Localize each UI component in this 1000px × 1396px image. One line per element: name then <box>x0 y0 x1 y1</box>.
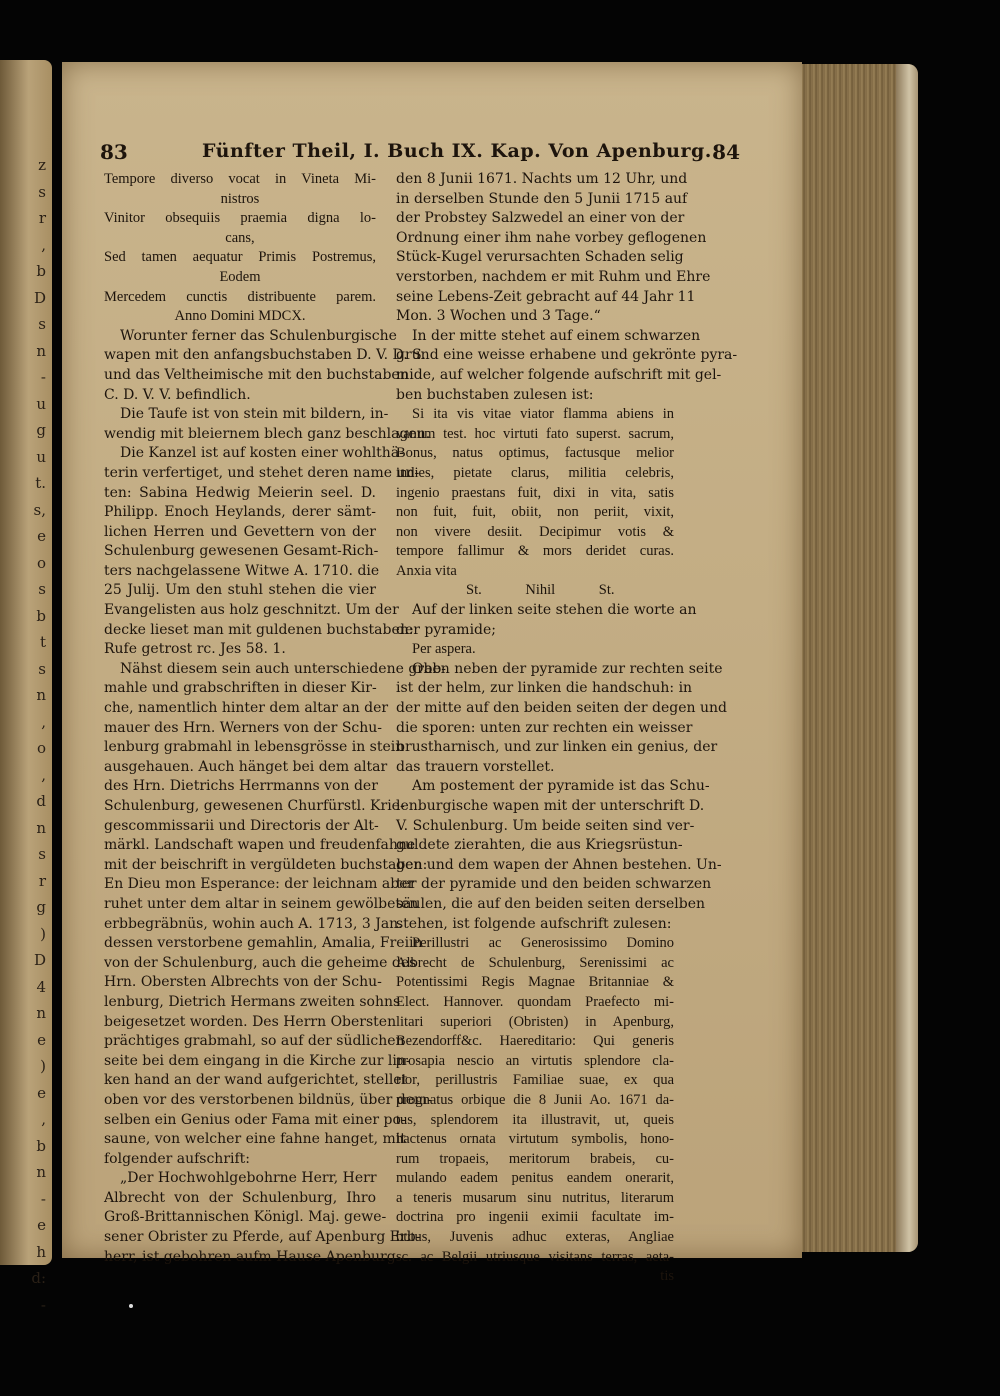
text-line: Perillustri ac Generosissimo Domino <box>412 935 674 952</box>
text-line: Schulenburg, gewesenen Churfürstl. Krie- <box>104 798 405 814</box>
text-line: Oben neben der pyramide zur rechten seite <box>412 660 723 677</box>
text-line: V. Schulenburg. Um beide seiten sind ver- <box>396 817 695 834</box>
text-line: vanum test. hoc virtuti fato superst. sacrum, <box>396 425 674 442</box>
previous-page-fragment: ) <box>40 1057 46 1075</box>
text-line: Nähst diesem sein auch unterschiedene grab- <box>120 660 447 677</box>
text-line: Albrecht von der Schulenburg, Ihro <box>104 1189 376 1206</box>
previous-page-fragment: r <box>38 209 46 227</box>
text-line: Schulenburg gewesenen Gesamt-Rich- <box>104 543 379 560</box>
previous-page-fragment: t. <box>35 474 46 492</box>
text-line: tus, splendorem ita illustravit, ut, queis <box>396 1111 674 1128</box>
text-line: märkl. Landschaft wapen und freudenfahne <box>104 837 416 854</box>
text-line: saune, von welcher eine fahne hanget, mit <box>104 1131 406 1148</box>
previous-page-fragment: b <box>36 606 46 625</box>
text-line: non fuit, fuit, obiit, non periit, vixit, <box>396 504 674 521</box>
text-line: Anno Domini MDCX. <box>174 308 306 325</box>
text-line: von der Schulenburg, auch die geheime des <box>104 954 417 971</box>
text-line: Auf der linken seite stehen die worte an <box>412 602 697 619</box>
text-line: mulando eadem penitus eandem onerarit, <box>396 1170 674 1187</box>
text-line: ken hand an der wand aufgerichtet, stellet <box>104 1072 408 1089</box>
text-line: Worunter ferner das Schulenburgische <box>120 327 397 344</box>
previous-page-fragment: s <box>38 315 46 333</box>
text-line: Tempore diverso vocat in Vineta Mi- <box>104 171 376 187</box>
text-line: butus, Juvenis adhuc exteras, Angliae <box>396 1229 674 1246</box>
text-line: C. D. V. V. befindlich. <box>104 386 251 403</box>
text-line: Si ita vis vitae viator flamma abiens in <box>412 406 674 423</box>
text-line: ausgehauen. Auch hänget bei dem altar <box>104 758 388 775</box>
text-line: wendig mit bleiernem blech ganz beschlagen. <box>104 425 431 442</box>
text-line: der mitte auf den beiden seiten der degen und <box>396 700 727 717</box>
text-line: ben buchstaben zulesen ist: <box>396 386 594 403</box>
text-line: Am postement der pyramide ist das Schu- <box>412 778 710 795</box>
text-line: Per aspera. <box>412 641 476 658</box>
text-line: stehen, ist folgende aufschrift zulesen: <box>396 915 672 932</box>
text-line: mit der beischrift in vergüldeten buchstaben: <box>104 856 428 873</box>
text-line: Ordnung einer ihm nahe vorbey geflogenen <box>396 229 707 246</box>
text-line: cans, <box>225 229 255 246</box>
text-line: doctrina pro ingenii eximii facultate im- <box>396 1209 674 1226</box>
text-line: brustharnisch, und zur linken ein genius, der <box>396 739 718 756</box>
text-line: herr, ist gebohren aufm Hause Apenburg <box>104 1248 396 1265</box>
text-line: prosapia nescio an virtutis splendore cla- <box>396 1052 674 1069</box>
text-line: der Probstey Salzwedel an einer von der <box>396 210 685 227</box>
text-line: guldete zierahten, die aus Kriegsrüstun- <box>396 837 683 854</box>
text-line: indies, pietate clarus, militia celebris, <box>396 464 674 481</box>
text-line: tempore fallimur & mors deridet curas. <box>396 543 674 560</box>
text-line: Mercedem cunctis distribuente parem. <box>104 288 376 305</box>
previous-page-fragment: s <box>38 182 46 201</box>
previous-page-fragment: - <box>40 1295 46 1314</box>
previous-page-fragment: g <box>36 898 46 916</box>
text-line: prächtiges grabmahl, so auf der südlichen <box>104 1033 405 1050</box>
text-line: Potentissimi Regis Magnae Britanniae & <box>396 974 674 991</box>
previous-page-fragment: d <box>36 792 46 810</box>
previous-page-fragment: , <box>41 235 46 254</box>
previous-page-fragment: u <box>36 394 46 413</box>
text-line: den 8 Junii 1671. Nachts um 12 Uhr, und <box>396 171 688 187</box>
text-line: ters nachgelassene Witwe A. 1710. die <box>104 562 380 579</box>
previous-page-fragment: b <box>36 262 46 280</box>
text-line: ingenio praestans fuit, dixi in vita, satis <box>396 484 674 501</box>
previous-page-fragment: s <box>38 580 46 598</box>
text-line: gescommissarii und Directoris der Alt- <box>104 817 379 834</box>
previous-page-fragment: d: <box>31 1269 46 1287</box>
text-line: das trauern vorstellet. <box>396 758 555 775</box>
text-line: 25 Julij. Um den stuhl stehen die vier <box>104 582 376 599</box>
text-line: sc. ac Belgii utriusque visitans terras, aeta- <box>396 1248 674 1265</box>
text-line: Elect. Hannover. quondam Praefecto mi- <box>396 993 674 1010</box>
text-line: tis <box>660 1268 674 1285</box>
previous-page-fragment: n <box>36 1163 46 1181</box>
left-page-number: 83 <box>100 140 128 164</box>
text-line: mauer des Hrn. Werners von der Schu- <box>104 719 383 736</box>
previous-page-fragment: , <box>41 712 46 731</box>
text-line: Eodem <box>219 268 261 285</box>
previous-page-fragment: e <box>37 1216 46 1234</box>
running-header-title: Fünfter Theil, I. Buch IX. Kap. Von Apenburg. <box>202 140 712 162</box>
previous-page-edge <box>0 60 52 1314</box>
previous-page-fragment: s, <box>33 500 46 519</box>
previous-page-fragment: h <box>36 1242 46 1261</box>
right-text-column <box>396 170 738 1287</box>
previous-page-fragment: , <box>41 765 46 784</box>
text-line: In der mitte stehet auf einem schwarzen <box>412 327 701 344</box>
text-line: mide, auf welcher folgende aufschrift mit gel- <box>396 366 722 383</box>
text-line: nistros <box>220 190 260 207</box>
previous-page-fragment: s <box>38 845 46 863</box>
right-page-number: 84 <box>712 140 740 164</box>
text-line: ist der helm, zur linken die handschuh: in <box>396 680 693 697</box>
text-line: beigesetzet worden. Des Herrn Obersten <box>104 1013 397 1030</box>
previous-page-fragment: ) <box>40 924 46 943</box>
text-line: lichen Herren und Gevettern von der <box>104 523 376 540</box>
text-line: selben ein Genius oder Fama mit einer po- <box>104 1111 406 1128</box>
previous-page-fragment: e <box>37 527 46 545</box>
text-line: Evangelisten aus holz geschnitzt. Um der <box>104 602 399 619</box>
text-line: terin verfertiget, und stehet deren name un- <box>104 464 420 481</box>
text-line: decke lieset man mit guldenen buchstaben: <box>104 621 414 638</box>
text-line: hactenus ornata virtutum symbolis, hono- <box>396 1131 674 1148</box>
text-line: Bonus, natus optimus, factusque melior <box>396 445 674 462</box>
text-line: Groß-Brittannischen Königl. Maj. gewe- <box>104 1209 387 1226</box>
text-line: rior, perillustris Familiae suae, ex qua <box>396 1072 674 1089</box>
text-line: grund eine weisse erhabene und gekrönte pyra- <box>396 347 738 364</box>
previous-page-fragment: r <box>38 871 46 890</box>
text-line: St. Nihil St. <box>466 582 615 599</box>
text-line: Die Kanzel ist auf kosten einer wohlthä- <box>120 445 404 462</box>
previous-page-fragment: e <box>37 1083 46 1102</box>
text-line: mahle und grabschriften in dieser Kir- <box>104 680 377 697</box>
book-page-spread <box>62 62 802 1285</box>
text-line: ten: Sabina Hedwig Meierin seel. D. <box>104 484 376 501</box>
text-line: non vivere desiit. Decipimur votis & <box>396 523 674 540</box>
text-line: Stück-Kugel verursachten Schaden selig <box>396 249 684 266</box>
text-line: En Dieu mon Esperance: der leichnam aber <box>104 876 415 893</box>
text-line: wapen mit den anfangsbuchstaben D. V. D. S. <box>104 347 426 364</box>
text-line: Philipp. Enoch Heylands, derer sämt- <box>104 504 376 521</box>
text-line: erbbegräbnüs, wohin auch A. 1713, 3 Jan. <box>104 915 403 932</box>
previous-page-fragment: z <box>38 156 46 174</box>
text-line: litari superiori (Obristen) in Apenburg, <box>396 1013 674 1030</box>
previous-page-fragment: s <box>38 659 46 678</box>
previous-page-fragment: D <box>33 951 46 969</box>
previous-page-fragment: n <box>36 341 46 360</box>
previous-page-fragment: b <box>36 1136 46 1155</box>
text-line: gen und dem wapen der Ahnen bestehen. Un- <box>396 856 722 873</box>
text-line: der pyramide; <box>396 621 497 638</box>
text-line: Bezendorff&c. Haereditario: Qui generis <box>396 1033 674 1050</box>
text-line: Sed tamen aequatur Primis Postremus, <box>104 249 376 266</box>
previous-page-fragment: - <box>40 1189 46 1208</box>
previous-page-fragment: , <box>41 1110 46 1128</box>
text-line: Vinitor obsequiis praemia digna lo- <box>104 210 376 227</box>
book-page-edges <box>800 64 918 1252</box>
previous-page-fragment: o <box>36 553 46 572</box>
text-line: prognatus orbique die 8 Junii Ao. 1671 da- <box>396 1091 674 1108</box>
text-line: Albrecht de Schulenburg, Serenissimi ac <box>396 954 674 971</box>
text-line: und das Veltheimische mit den buchstaben <box>104 366 409 383</box>
text-line: rum tropaeis, meritorum brabeis, cu- <box>396 1150 674 1167</box>
previous-page-fragment: D <box>33 288 46 307</box>
text-line: lenburg, Dietrich Hermans zweiten sohns <box>104 993 401 1010</box>
previous-page-fragment: n <box>36 1004 46 1022</box>
text-line: in derselben Stunde den 5 Junii 1715 auf <box>396 190 688 207</box>
text-line: lenburgische wapen mit der unterschrift D. <box>396 798 705 814</box>
text-line: a teneris musarum sinu nutritus, literarum <box>396 1189 674 1206</box>
text-line: che, namentlich hinter dem altar an der <box>104 700 389 717</box>
text-line: verstorben, nachdem er mit Ruhm und Ehre <box>396 268 711 285</box>
text-line: Anxia vita <box>396 562 457 579</box>
text-line: Die Taufe ist von stein mit bildern, in- <box>120 406 389 423</box>
previous-page-fragment: n <box>36 818 46 837</box>
text-line: säulen, die auf den beiden seiten derselben <box>396 895 706 912</box>
text-line: die sporen: unten zur rechten ein weisser <box>396 719 693 736</box>
text-line: lenburg grabmahl in lebensgrösse in stein <box>104 739 405 756</box>
previous-page-fragment: o <box>36 739 46 757</box>
text-line: seite bei dem eingang in die Kirche zur lin- <box>104 1052 411 1069</box>
previous-page-fragment: t <box>39 633 46 651</box>
text-line: ter der pyramide und den beiden schwarzen <box>396 876 712 893</box>
previous-page-fragment: g <box>36 421 46 439</box>
text-line: Hrn. Obersten Albrechts von der Schu- <box>104 974 382 991</box>
text-line: dessen verstorbene gemahlin, Amalia, Freiin <box>104 935 423 952</box>
text-line: ruhet unter dem altar in seinem gewölbeten <box>104 895 419 912</box>
text-line: „Der Hochwohlgebohrne Herr, Herr <box>120 1170 377 1187</box>
text-line: sener Obrister zu Pferde, auf Apenburg Erb- <box>104 1229 421 1246</box>
previous-page-fragment: - <box>40 368 46 386</box>
text-line: seine Lebens-Zeit gebracht auf 44 Jahr 11 <box>396 288 696 305</box>
text-line: oben vor des verstorbenen bildnüs, über dem- <box>104 1091 432 1108</box>
text-line: des Hrn. Dietrichs Herrmanns von der <box>104 778 378 795</box>
previous-page-fragment: e <box>37 1030 46 1049</box>
text-line: folgender aufschrift: <box>104 1150 251 1167</box>
previous-page-fragment: u <box>36 447 46 466</box>
text-line: Mon. 3 Wochen und 3 Tage.“ <box>396 308 601 325</box>
text-line: Rufe getrost rc. Jes 58. 1. <box>104 641 286 658</box>
previous-page-fragment: n <box>36 686 46 704</box>
specular-dot <box>129 1304 133 1308</box>
previous-page-fragment: 4 <box>36 977 46 996</box>
